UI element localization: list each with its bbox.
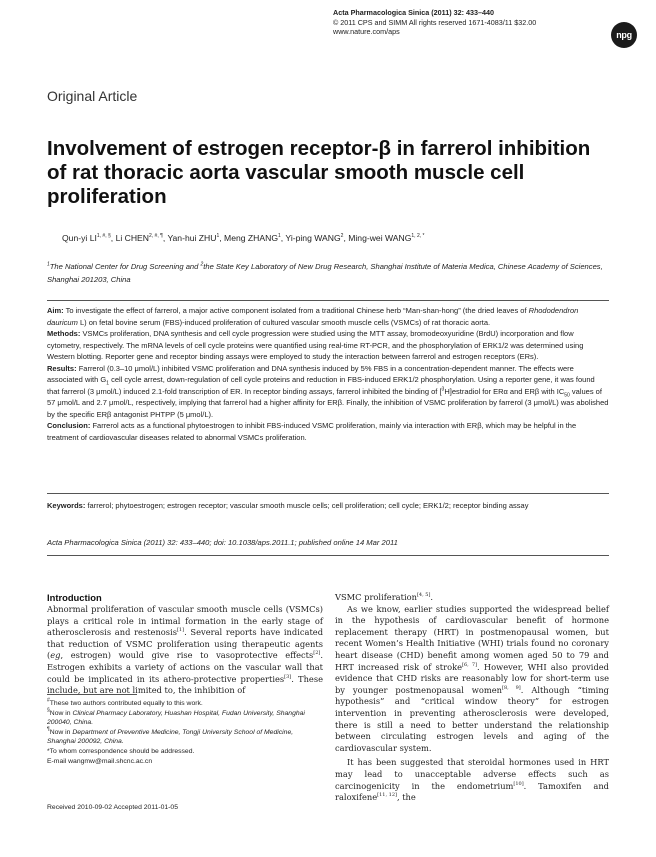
author: Yi-ping WANG$^2$ [285, 233, 344, 243]
abstract-conclusion: Conclusion: Farrerol acts as a functional phytoestrogen to inhibit FBS-induced VSMC proliferation, mainly via interaction with ERβ, which may be helpful in the treatment of cardiovascular diseases related to abnormal VSMCs proliferation. [47, 421, 577, 442]
abstract [47, 305, 609, 443]
footnote-affiliation-1: §Now in Clinical Pharmacy Laboratory, Huashan Hospital, Fudan University, Shanghai 200040, China. [47, 707, 305, 727]
keywords: Keywords: farrerol; phytoestrogen; estrogen receptor; vascular smooth muscle cells; cell proliferation; cell cycle; ERK1/2; receptor binding assay [47, 501, 529, 510]
footnote-correspondence: *To whom correspondence should be addressed. [47, 747, 195, 755]
intro-continuation: VSMC proliferation[4, 5]. [335, 592, 434, 602]
footnote-rule [47, 694, 137, 695]
copyright-line: © 2011 CPS and SIMM All rights reserved 1671-4083/11 $32.00 [333, 17, 537, 27]
footnote-equal-contribution: #These two authors contributed equally to this work. [47, 697, 203, 707]
footnotes [47, 699, 323, 766]
journal-line: Acta Pharmacologica Sinica (2011) 32: 433–440 [333, 8, 495, 17]
journal-header [333, 8, 613, 37]
abstract-aim: Aim: To investigate the effect of farrerol, a major active component isolated from a traditional Chinese herb “Man-shan-hong” (the dried leaves of Rhododendron dauricum L) on fetal bovine serum (FBS)-induced proliferation of cultured vascular smooth muscle cells (VSMCs) of rat thoracic aorta. [47, 306, 579, 327]
article-type-label: Original Article [47, 88, 138, 104]
author-list: Qun-yi $LI^{1, \#, \S}$, Li $CHEN^{2, \#, \P}$, Yan-hui ZHU$^1$, Meng ZHANG$^1$, Yi-ping WANG$^2$, Ming-wei $WANG^{1, 2, *}$ [62, 233, 425, 243]
abstract-results: Results: Farrerol (0.3–10 μmol/L) inhibited VSMC proliferation and DNA synthesis induced by 5% FBS in a concentration-dependent manner. The effects were associated with $G_1$ cell cycle arrest, down-regulation of cell cycle proteins and reduction in FBS-induced ERK1/2 phosphorylation. Using a reporter gene, it was found that farrerol (3 μmol/L) induced 2.1-fold transcription of ER. In receptor binding assays, farrerol inhibited the binding of [$^3$H]estradiol for ERα and ERβ with $IC_{50}$ values of 57 μmol/L and 2.7 μmol/L, respectively, implying that farrerol had a higher affinity for ERβ. Finally, the inhibition of VSMC proliferation by farrerol (3 μmol/L) was abolished by the specific ERβ antagonist PHTPP (5 μmol/L). [47, 363, 609, 419]
left-column [47, 592, 323, 697]
keywords-top-rule [47, 493, 609, 494]
intro-paragraph-3: It has been suggested that steroidal hormones used in HRT may lead to unacceptable adverse effects such as carcinogenicity in the endometrium[10]. Tamoxifen and raloxifene[11, 12], the [335, 757, 609, 803]
affiliations: $^1$The National Center for Drug Screening and $^2$the State Key Laboratory of New Drug Research, Shanghai Institute of Materia Medica, Chinese Academy of Sciences, Shanghai 201203, China [47, 261, 603, 284]
intro-heading: Introduction [47, 592, 102, 603]
intro-paragraph-1: Abnormal proliferation of vascular smooth muscle cells (VSMCs) plays a critical role in intimal formation in the early stage of atherosclerosis and restenosis[1]. Several reports have indicated that reduction of VSMC proliferation using therapeutic agents (eg, estrogen) would give rise to vasoprotective effects[2]. Estrogen exhibits a variety of actions on the vascular wall that could be implicated in its athero-protective properties[3]. These include, but are not limited to, the inhibition of [47, 604, 324, 696]
author: Meng ZHANG$^1$ [224, 233, 281, 243]
abstract-top-rule [47, 300, 609, 301]
author: Ming-wei $WANG^{1, 2, *}$ [348, 233, 425, 243]
abstract-methods: Methods: VSMCs proliferation, DNA synthesis and cell cycle progression were studied using the MTT assay, bromodeoxyuridine (BrdU) incorporation and flow cytometry, respectively. The mRNA levels of cell cycle proteins were quantified using real-time RT-PCR, and the phosphorylation of ERK1/2 was determined using Western blotting. Reporter gene and receptor binding assays were employed to study the interaction between farrerol and estrogen receptors (ERs). [47, 329, 584, 361]
citation-line: Acta Pharmacologica Sinica (2011) 32: 433–440; doi: 10.1038/aps.2011.1; published online 14 Mar 2011 [47, 538, 398, 547]
citation-rule [47, 555, 609, 556]
right-column [335, 592, 609, 804]
npg-logo: npg [611, 22, 637, 48]
author: Li $CHEN^{2, \#, \P}$ [115, 233, 163, 243]
author: Yan-hui ZHU$^1$ [167, 233, 220, 243]
footnote-email[interactable]: E-mail wangmw@mail.shcnc.ac.cn [47, 757, 153, 765]
received-dates: Received 2010-09-02 Accepted 2011-01-05 [47, 804, 178, 811]
author: Qun-yi $LI^{1, \#, \S}$ [62, 233, 111, 243]
footnote-affiliation-2: ¶Now in Department of Preventive Medicine, Tongji University School of Medicine, Shanghai 200092, China. [47, 726, 294, 746]
journal-url[interactable]: www.nature.com/aps [333, 27, 400, 37]
intro-paragraph-2: As we know, earlier studies supported the widespread belief in the hypothesis of cardiovascular benefit of hormone replacement therapy (HRT) in postmenopausal women, but recent Women’s Health Initiative (WHI) trials found no coronary heart disease (CHD) benefit among women aged 50 to 79 and HRT increased risk of stroke[6, 7]. However, WHI also provided evidence that CHD risks are reasonably low for short-term use by younger postmenopausal women[8, 9]. Although “timing hypothesis” and “critical window theory” for estrogen intervention in preventing atherosclerosis were developed, there is still a need to better understand the relationship between circulating estrogen levels and aging of the cardiovascular system. [335, 603, 609, 753]
article-title: Involvement of estrogen receptor-β in farrerol inhibition of rat thoracic aorta vascular smooth muscle cell proliferation [47, 137, 591, 208]
